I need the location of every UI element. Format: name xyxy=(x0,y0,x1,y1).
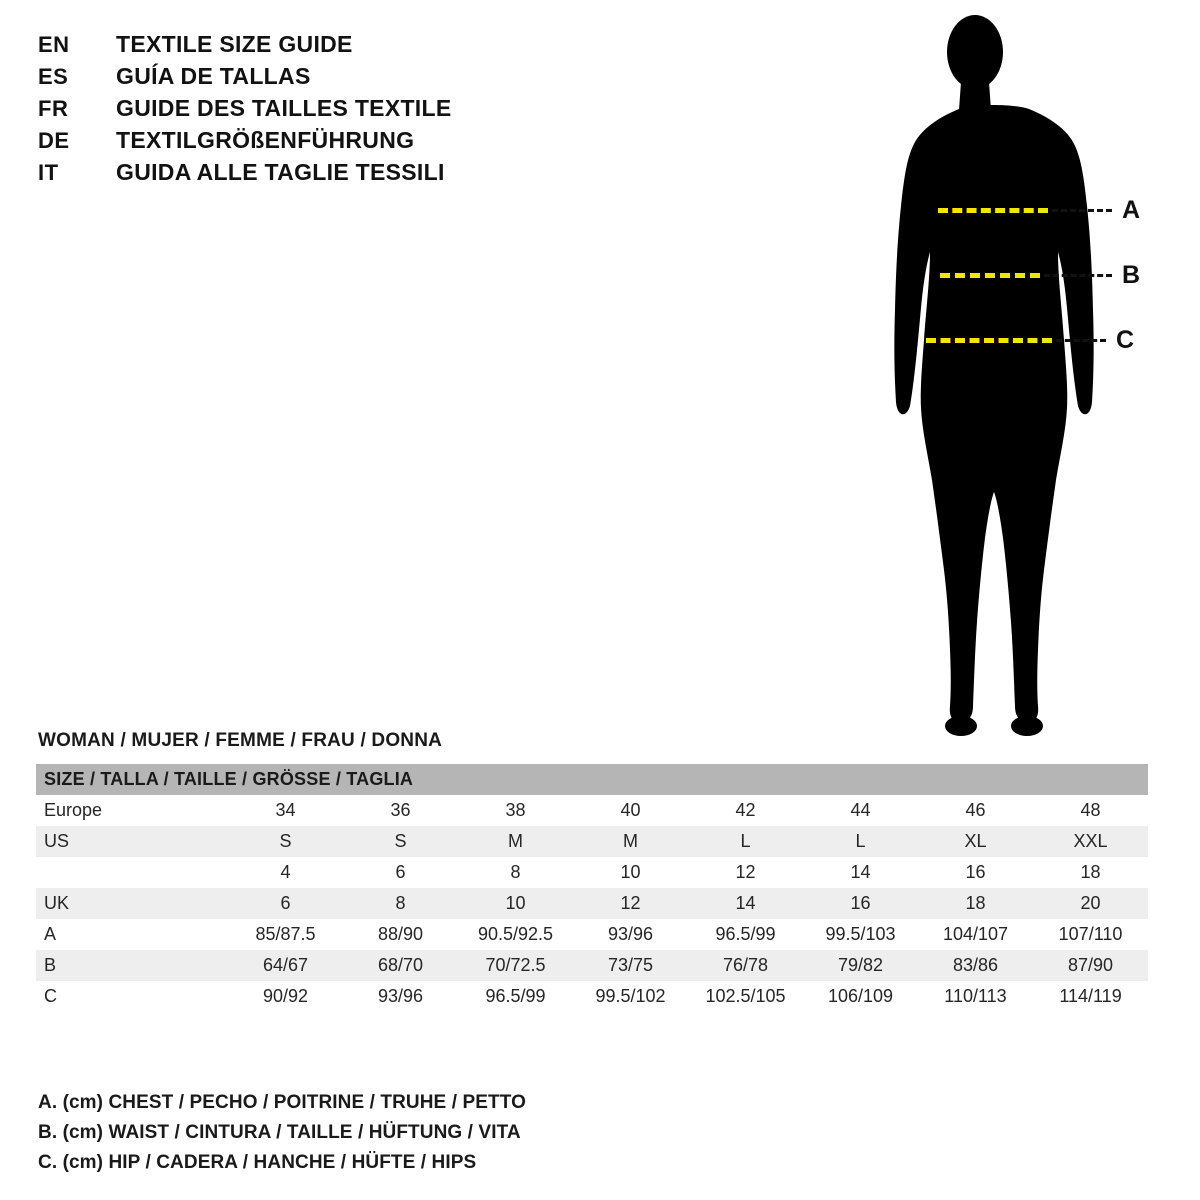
leader-line-a xyxy=(1052,209,1112,212)
cell-usnum-4: 12 xyxy=(735,862,756,882)
cell-b-4: 76/78 xyxy=(722,955,769,975)
legend-block xyxy=(38,1088,738,1178)
cell-a-1: 88/90 xyxy=(377,924,424,944)
row-label-uk: UK xyxy=(44,893,70,913)
title-row-es xyxy=(38,60,638,92)
cell-us-7: XXL xyxy=(1073,831,1108,851)
legend-line-c: C. (cm) HIP / CADERA / HANCHE / HÜFTE / HIPS xyxy=(38,1152,477,1173)
cell-a-5: 99.5/103 xyxy=(825,924,896,944)
cell-b-7: 87/90 xyxy=(1068,955,1114,975)
cell-us-2: M xyxy=(508,831,523,851)
cell-us-1: S xyxy=(394,831,407,851)
cell-uk-1: 8 xyxy=(395,893,406,913)
cell-europe-2: 38 xyxy=(505,800,526,820)
table-row xyxy=(36,919,1148,950)
dash-line-b xyxy=(940,273,1040,278)
cell-europe-3: 40 xyxy=(620,800,641,820)
cell-a-0: 85/87.5 xyxy=(255,924,316,944)
row-label-europe: Europe xyxy=(44,800,103,820)
woman-silhouette-icon xyxy=(860,10,1190,740)
dash-line-c xyxy=(926,338,1052,343)
cell-a-7: 107/110 xyxy=(1058,924,1123,944)
cell-a-2: 90.5/92.5 xyxy=(477,924,554,944)
cell-usnum-7: 18 xyxy=(1080,862,1101,882)
cell-c-4: 102.5/105 xyxy=(705,986,786,1006)
cell-us-3: M xyxy=(623,831,638,851)
cell-europe-5: 44 xyxy=(850,800,871,820)
legend-line-b: B. (cm) WAIST / CINTURA / TAILLE / HÜFTUNG / VITA xyxy=(38,1122,521,1143)
table-row xyxy=(36,950,1148,981)
lang-code-en: EN xyxy=(38,32,70,57)
measure-mark-b xyxy=(940,260,1141,289)
cell-b-1: 68/70 xyxy=(377,955,424,975)
cell-b-5: 79/82 xyxy=(837,955,884,975)
title-row-en xyxy=(38,28,638,60)
cell-uk-2: 10 xyxy=(505,893,526,913)
cell-uk-5: 16 xyxy=(850,893,871,913)
row-label-us-numeric xyxy=(36,857,228,888)
cell-b-3: 73/75 xyxy=(607,955,654,975)
title-text-es: GUÍA DE TALLAS xyxy=(116,63,311,89)
row-label-b: B xyxy=(44,955,57,975)
cell-europe-6: 46 xyxy=(965,800,986,820)
cell-c-5: 106/109 xyxy=(827,986,894,1006)
cell-b-2: 70/72.5 xyxy=(485,955,546,975)
figure-area xyxy=(860,10,1190,740)
cell-a-6: 104/107 xyxy=(942,924,1009,944)
row-label-c: C xyxy=(44,986,57,1006)
size-table-section xyxy=(36,730,1166,1012)
cell-usnum-5: 14 xyxy=(850,862,871,882)
measure-letter-c: C xyxy=(1116,325,1135,354)
title-text-de: TEXTILGRÖßENFÜHRUNG xyxy=(116,127,415,153)
table-row xyxy=(36,888,1148,919)
table-header-row xyxy=(36,764,1148,795)
cell-a-3: 93/96 xyxy=(607,924,654,944)
cell-b-0: 64/67 xyxy=(262,955,309,975)
cell-uk-4: 14 xyxy=(735,893,756,913)
cell-uk-3: 12 xyxy=(620,893,641,913)
cell-us-0: S xyxy=(279,831,292,851)
cell-europe-4: 42 xyxy=(735,800,756,820)
measure-letter-b: B xyxy=(1122,260,1141,289)
cell-uk-0: 6 xyxy=(280,893,291,913)
title-text-en: TEXTILE SIZE GUIDE xyxy=(116,31,353,57)
lang-code-it: IT xyxy=(38,160,59,185)
size-table xyxy=(36,764,1148,1012)
cell-usnum-3: 10 xyxy=(620,862,641,882)
cell-c-7: 114/119 xyxy=(1059,986,1122,1006)
row-label-us: US xyxy=(44,831,70,851)
leader-line-c xyxy=(1056,339,1106,342)
table-section-heading: WOMAN / MUJER / FEMME / FRAU / DONNA xyxy=(38,730,443,751)
cell-usnum-0: 4 xyxy=(280,862,291,882)
cell-us-5: L xyxy=(855,831,866,851)
cell-c-2: 96.5/99 xyxy=(485,986,546,1006)
measure-letter-a: A xyxy=(1122,195,1141,224)
table-row xyxy=(36,981,1148,1012)
lang-code-de: DE xyxy=(38,128,70,153)
legend-line-a: A. (cm) CHEST / PECHO / POITRINE / TRUHE / PETTO xyxy=(38,1092,526,1113)
cell-c-1: 93/96 xyxy=(377,986,424,1006)
cell-a-4: 96.5/99 xyxy=(715,924,776,944)
lang-code-es: ES xyxy=(38,64,69,89)
row-label-a: A xyxy=(44,924,57,944)
title-row-fr xyxy=(38,92,638,124)
table-row xyxy=(36,826,1148,857)
cell-us-4: L xyxy=(740,831,751,851)
lang-code-fr: FR xyxy=(38,96,69,121)
cell-uk-6: 18 xyxy=(965,893,986,913)
title-row-it xyxy=(38,156,638,188)
title-row-de xyxy=(38,124,638,156)
cell-uk-7: 20 xyxy=(1080,893,1101,913)
cell-usnum-6: 16 xyxy=(965,862,986,882)
cell-c-3: 99.5/102 xyxy=(595,986,666,1006)
title-text-it: GUIDA ALLE TAGLIE TESSILI xyxy=(116,159,445,185)
table-header-label: SIZE / TALLA / TAILLE / GRÖSSE / TAGLIA xyxy=(44,769,414,789)
cell-c-6: 110/113 xyxy=(944,986,1007,1006)
dash-line-a xyxy=(938,208,1048,213)
cell-us-6: XL xyxy=(964,831,987,851)
cell-europe-7: 48 xyxy=(1080,800,1101,820)
table-row xyxy=(36,795,1148,826)
leader-line-b xyxy=(1044,274,1112,277)
cell-c-0: 90/92 xyxy=(262,986,309,1006)
cell-usnum-2: 8 xyxy=(510,862,521,882)
title-block xyxy=(38,28,638,188)
measure-mark-c xyxy=(926,325,1135,354)
table-row xyxy=(36,857,1148,888)
cell-europe-1: 36 xyxy=(390,800,411,820)
cell-usnum-1: 6 xyxy=(395,862,406,882)
title-text-fr: GUIDE DES TAILLES TEXTILE xyxy=(116,95,452,121)
cell-b-6: 83/86 xyxy=(952,955,999,975)
measure-mark-a xyxy=(938,195,1141,224)
cell-europe-0: 34 xyxy=(275,800,296,820)
